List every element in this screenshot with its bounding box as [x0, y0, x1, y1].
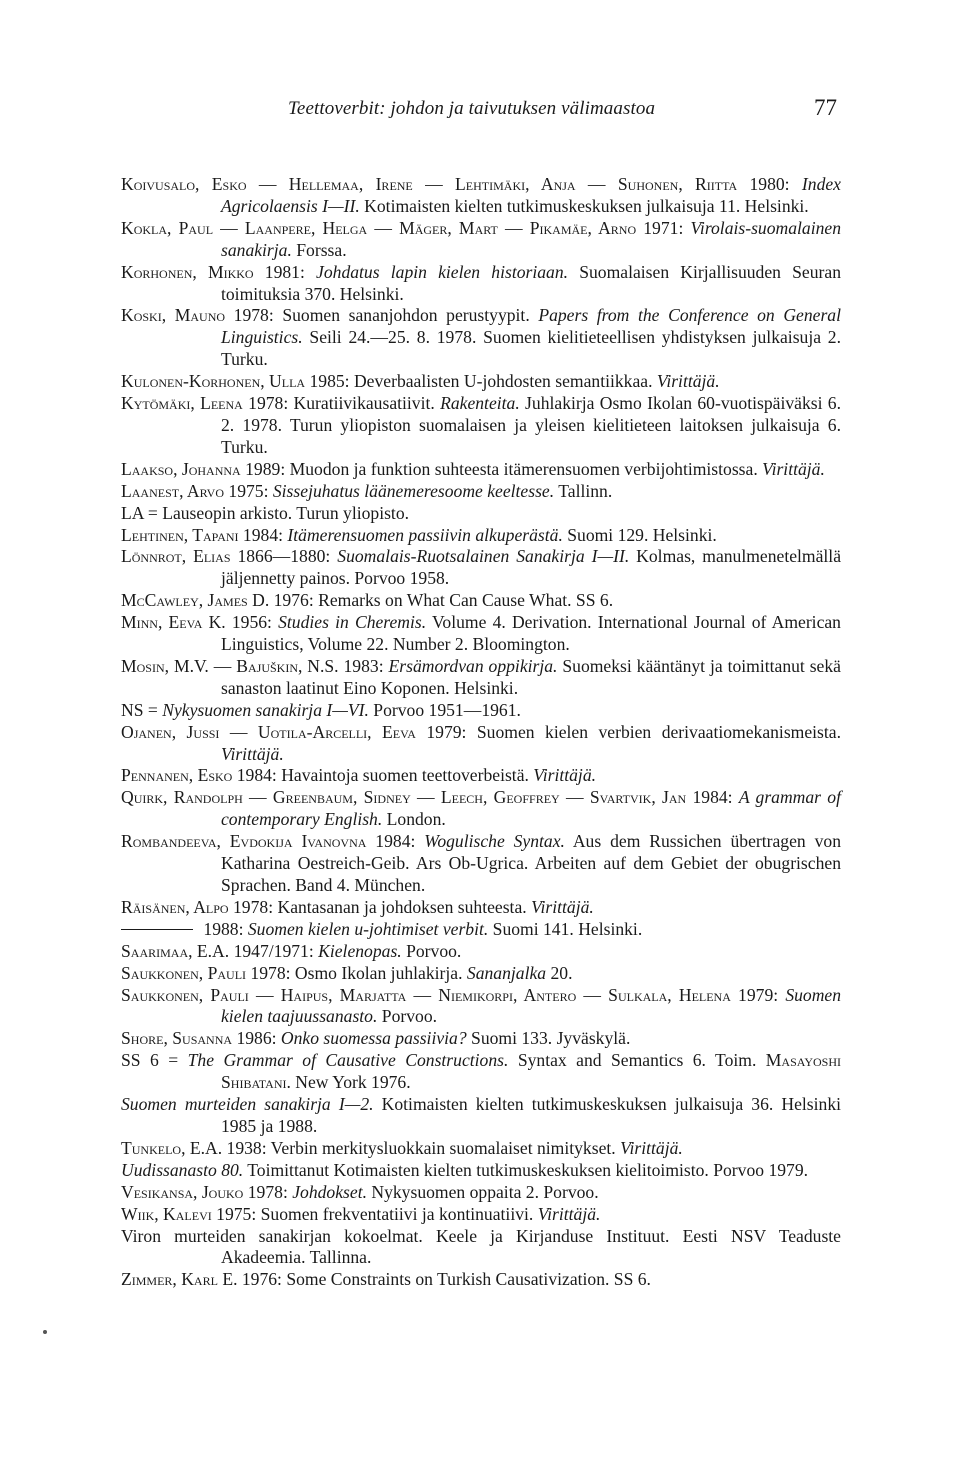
reference-author: Rombandeeva, Evdokija Ivanovna [121, 831, 367, 852]
reference-title: Suomen kielen u-johtimiset verbit. [247, 918, 489, 939]
reference-title: Suomen kielen taajuussanasto. [221, 984, 842, 1027]
reference-text: 1975: [224, 480, 273, 501]
running-title: Teettoverbit: johdon ja taivutuksen välimaastoa [288, 98, 656, 119]
reference-author: Quirk, Randolph — Greenbaum, Sidney — Leech, Geoffrey — Svartvik, Jan [121, 787, 687, 808]
reference-title: Onko suomessa passiivia? [280, 1028, 467, 1049]
reference-list [121, 174, 841, 1291]
reference-entry [121, 305, 841, 371]
reference-text: 1978: Kantasanan ja johdoksen suhteesta. [228, 896, 532, 917]
reference-text: Suomalaisen Kirjallisuuden Seuran toimituksia 370. Helsinki. [221, 261, 841, 304]
reference-text: Porvoo. [401, 940, 462, 961]
reference-author: Laanest, Arvo [121, 480, 224, 501]
reference-text: Aus dem Russichen übertragen von Katharina Oestreich-Geib. Ars Ob-Ugrica. Arbeiten auf dem Gebiet der obugrischen Sprachen. Band 4. München. [221, 831, 841, 895]
reference-text: 1984: [238, 524, 288, 545]
reference-text: 1988: [199, 918, 248, 939]
reference-entry [121, 1269, 841, 1291]
reference-text: Suomeksi kääntänyt ja toimittanut sekä sanaston laatinut Eino Koponen. Helsinki. [221, 655, 841, 698]
reference-entry [121, 1094, 841, 1138]
reference-text: LA = Lauseopin arkisto. Turun yliopisto. [121, 502, 410, 523]
reference-title: A grammar of contemporary English. [221, 787, 841, 830]
reference-entry [121, 963, 841, 985]
reference-text: . New York 1976. [286, 1072, 411, 1093]
reference-author: Laakso, Johanna [121, 458, 241, 479]
reference-entry [121, 1204, 841, 1226]
reference-author: Koski, Mauno [121, 305, 226, 326]
reference-text: Tallinn. [554, 480, 613, 501]
reference-author: Zimmer, Karl [121, 1269, 218, 1290]
reference-author: Saarimaa, E.A. [121, 940, 230, 961]
reference-entry [121, 831, 841, 897]
reference-title: Wogulische Syntax. [424, 831, 565, 852]
reference-title: Johdokset. [292, 1181, 367, 1202]
reference-text: 1978: [243, 1181, 293, 1202]
reference-text: London. [382, 809, 446, 830]
reference-text: 1984: [366, 831, 425, 852]
reference-title: Virittäjä. [531, 896, 594, 917]
reference-text: 1986: [232, 1028, 281, 1049]
reference-author: Minn, Eeva [121, 612, 203, 633]
reference-title: Index Agricolaensis I—II. [221, 174, 841, 216]
reference-text: Juhlakirja Osmo Ikolan 60-vuotispäiväksi 6. 2. 1978. Turun yliopiston suomalaisen ja yleisen kielitieteen laitoksen julkaisuja 6. Turku. [221, 393, 841, 457]
reference-entry [121, 262, 841, 306]
reference-title: Virittäjä. [620, 1137, 683, 1158]
reference-text: E. 1976: Some Constraints on Turkish Causativization. SS 6. [217, 1269, 651, 1290]
reference-text: Kotimaisten kielten tutkimuskeskuksen julkaisuja 11. Helsinki. [359, 195, 809, 216]
reference-author: Saukkonen, Pauli — Haipus, Marjatta — Niemikorpi, Antero — Sulkala, Helena [121, 984, 731, 1005]
reference-title: Sissejuhatus läänemeresoome keeltesse. [272, 480, 555, 501]
reference-entry [121, 1182, 841, 1204]
reference-text: 1989: Muodon ja funktion suhteesta itämerensuomen verbijohtimistossa. [240, 458, 763, 479]
reference-text: 1983: [338, 655, 389, 676]
reference-author: Mosin, M.V. — Bajuškin, N.S. [121, 655, 339, 676]
reference-entry [121, 174, 841, 218]
reference-title: Rakenteita. [440, 393, 520, 414]
reference-entry [121, 393, 841, 459]
reference-author: Kulonen-Korhonen, Ulla [121, 371, 306, 392]
reference-title: Virittäjä. [533, 765, 597, 786]
reference-title: Studies in Cheremis. [278, 612, 427, 633]
reference-author: Lönnrot, Elias [121, 546, 231, 567]
reference-entry [121, 1226, 841, 1270]
reference-title: Virittäjä. [537, 1203, 601, 1224]
reference-entry [121, 503, 841, 525]
page-header [0, 95, 960, 125]
reference-author: Kokla, Paul — Laanpere, Helga — Mäger, Mart — Pikamäe, Arno [121, 217, 637, 238]
reference-entry [121, 1138, 841, 1160]
reference-text: Volume 4. Derivation. International Journal of American Linguistics, Volume 22. Number 2. Bloomington. [221, 612, 841, 655]
reference-entry [121, 1160, 841, 1182]
reference-author: McCawley, James [121, 590, 248, 611]
reference-entry [121, 459, 841, 481]
reference-author: Vesikansa, Jouko [121, 1181, 244, 1202]
reference-author: Tunkelo, E.A. [121, 1137, 223, 1158]
reference-text: 20. [546, 962, 573, 983]
reference-author: Pennanen, Esko [121, 765, 233, 786]
reference-text: 1979: Suomen kielen verbien derivaatiomekanismeista. [415, 721, 841, 742]
reference-text: 1985: Deverbaalisten U-johdosten semantiikkaa. [305, 371, 657, 392]
reference-text: Syntax and Semantics 6. Toim. [508, 1050, 766, 1071]
reference-text: Suomi 133. Jyväskylä. [466, 1028, 631, 1049]
reference-title: Sananjalka [466, 962, 547, 983]
reference-author: Wiik, Kalevi [121, 1203, 212, 1224]
reference-entry [121, 985, 841, 1029]
reference-author: Masayoshi Shibatani [221, 1050, 841, 1093]
reference-text: 1866—1880: [230, 546, 338, 567]
reference-entry [121, 919, 841, 941]
reference-text: 1975: Suomen frekventatiivi ja kontinuatiivi. [211, 1203, 538, 1224]
reference-title: Kielenopas. [318, 940, 402, 961]
reference-title: Johdatus lapin kielen historiaan. [316, 261, 569, 282]
reference-entry [121, 897, 841, 919]
reference-title: Virittäjä. [656, 371, 720, 392]
reference-text: SS 6 = [121, 1050, 188, 1071]
reference-text: Kotimaisten kielten tutkimuskeskuksen julkaisuja 36. Helsinki 1985 ja 1988. [221, 1094, 841, 1136]
reference-author: Koivusalo, Esko — Hellemaa, Irene — Lehtimäki, Anja — Suhonen, Riitta [121, 174, 738, 194]
reference-title: Suomalais-Ruotsalainen Sanakirja I—II. [337, 546, 630, 567]
reference-author: Räisänen, Alpo [121, 896, 229, 917]
reference-text: 1938: Verbin merkitysluokkain suomalaiset nimitykset. [222, 1137, 621, 1158]
reference-title: Papers from the Conference on General Linguistics. [221, 305, 841, 348]
reference-title: Virittäjä. [221, 743, 284, 764]
reference-title: Ersämordvan oppikirja. [388, 655, 558, 676]
reference-title: Virolais-suomalainen sanakirja. [221, 217, 842, 260]
reference-text: D. 1976: Remarks on What Can Cause What. SS 6. [247, 590, 614, 611]
reference-entry [121, 941, 841, 963]
reference-title: Virittäjä. [762, 458, 825, 479]
ditto-rule [121, 929, 193, 930]
reference-text: Porvoo 1951—1961. [368, 699, 521, 720]
reference-text: Toimittanut Kotimaisten kielten tutkimuskeskuksen kielitoimisto. Porvoo 1979. [243, 1159, 809, 1180]
reference-entry [121, 656, 841, 700]
reference-text: 1978: Suomen sananjohdon perustyypit. [225, 305, 539, 326]
reference-text: K. 1956: [202, 612, 279, 633]
reference-text: Nykysuomen oppaita 2. Porvoo. [366, 1181, 599, 1202]
reference-text: Suomi 141. Helsinki. [488, 918, 643, 939]
reference-entry [121, 218, 841, 262]
margin-mark [43, 1330, 47, 1334]
reference-entry [121, 787, 841, 831]
reference-entry [121, 700, 841, 722]
reference-text: 1978: Kuratiivikausatiivit. [242, 393, 441, 414]
reference-text: 1979: [730, 984, 786, 1005]
reference-text: 1978: Osmo Ikolan juhlakirja. [246, 962, 467, 983]
reference-text: Porvoo. [377, 1006, 438, 1027]
reference-text: NS = [121, 699, 163, 720]
reference-entry [121, 1050, 841, 1094]
reference-entry [121, 590, 841, 612]
reference-text: 1971: [636, 217, 691, 238]
reference-entry [121, 1028, 841, 1050]
reference-text: Forssa. [291, 239, 347, 260]
reference-title: Nykysuomen sanakirja I—VI. [162, 699, 369, 720]
reference-title: Itämerensuomen passiivin alkuperästä. [287, 524, 563, 545]
reference-entry [121, 546, 841, 590]
reference-author: Lehtinen, Tapani [121, 524, 239, 545]
reference-text: Suomi 129. Helsinki. [562, 524, 717, 545]
reference-text: Seili 24.—25. 8. 1978. Suomen kielitieteellisen yhdistyksen julkaisuja 2. Turku. [221, 327, 841, 370]
reference-entry [121, 765, 841, 787]
reference-title: Uudissanasto 80. [121, 1159, 244, 1180]
reference-entry [121, 371, 841, 393]
reference-entry [121, 612, 841, 656]
reference-text: 1947/1971: [229, 940, 319, 961]
reference-text: Viron murteiden sanakirjan kokoelmat. Keele ja Kirjanduse Instituut. Eesti NSV Teaduste Akadeemia. Tallinna. [121, 1225, 841, 1268]
page-number: 77 [814, 95, 837, 120]
reference-author: Korhonen, Mikko [121, 261, 254, 282]
reference-entry [121, 481, 841, 503]
reference-entry [121, 525, 841, 547]
reference-author: Ojanen, Jussi — Uotila-Arcelli, Eeva [121, 721, 416, 742]
reference-title: The Grammar of Causative Constructions. [187, 1050, 509, 1071]
reference-text: 1984: Havaintoja suomen teettoverbeistä. [232, 765, 534, 786]
reference-entry [121, 722, 841, 766]
reference-text: 1980: [737, 174, 802, 194]
reference-author: Saukkonen, Pauli [121, 962, 247, 983]
reference-author: Kytömäki, Leena [121, 393, 243, 414]
reference-author: Shore, Susanna [121, 1028, 233, 1049]
reference-text: Kolmas, manulmenetelmällä jäljennetty painos. Porvoo 1958. [221, 546, 841, 589]
reference-text: 1981: [253, 261, 317, 282]
reference-text: 1984: [686, 787, 739, 808]
reference-title: Suomen murteiden sanakirja I—2. [121, 1094, 374, 1115]
